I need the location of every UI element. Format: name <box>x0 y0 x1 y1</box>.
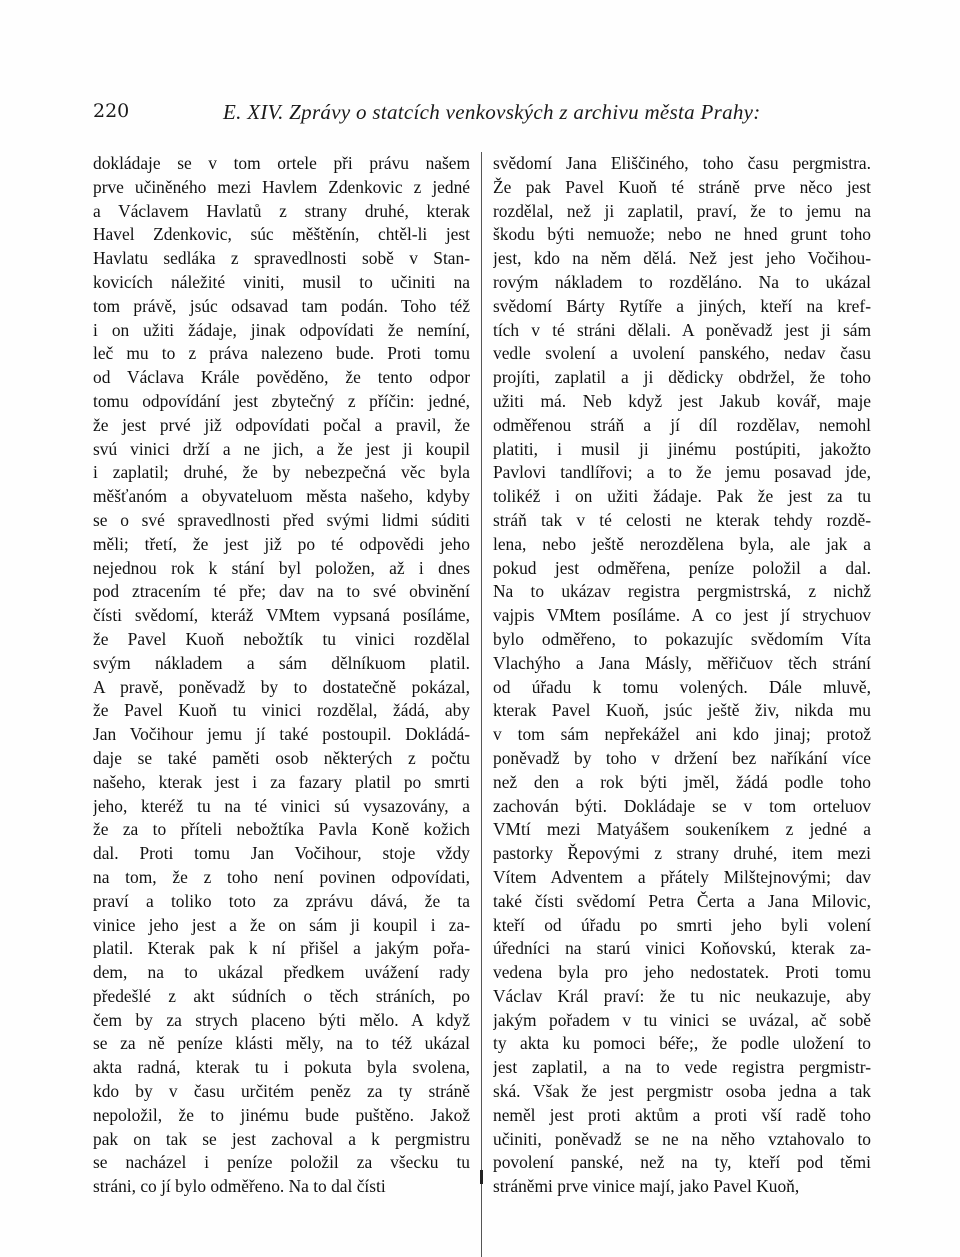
text-line: i on užiti žádaje, jinak odpovídati že nemíní, <box>93 319 470 340</box>
text-line: Že pak Pavel Kuoň té stráně prve něco jest <box>493 176 871 197</box>
text-line: kterak Pavel Kuoň, jsúc ještě živ, nikda mu <box>493 700 871 721</box>
text-line: povolení panské, než na ty, kteří pod těmi <box>493 1152 871 1173</box>
text-line: měli; třetí, že jest již po té odpovědi jeho <box>93 533 470 554</box>
text-line: svědomí Jana Eliščiného, toho času pergmistra. <box>493 153 871 173</box>
text-line: měšťanóm a obyvateluom města našeho, kdyby <box>93 486 470 507</box>
text-line: stráň tak v té celosti ne kterak tehdy rozdě- <box>493 509 871 530</box>
text-line: projíti, zaplatil a ji dědicky obdržel, že toho <box>493 367 871 388</box>
text-line: vinice jeho jest a že on sám ji koupil i za- <box>93 914 470 935</box>
text-line: že za to příteli nebožtíka Pavla Koně kožich <box>93 819 470 840</box>
text-line: daje se také paměti osob některých z počtu <box>93 747 470 768</box>
text-line: akta radná, kterak tu i pokuta byla svolena, <box>93 1057 470 1078</box>
column-divider <box>481 152 482 1257</box>
text-line: jeho, kteréž tu na té vinici sú vysazovány, a <box>93 795 470 816</box>
text-line: prve učiněného mezi Havlem Zdenkovic z jedné <box>93 176 470 197</box>
text-line: Vlachýho a Jana Másly, měřičuov těch strání <box>493 652 871 673</box>
text-line: zachován býti. Dokládaje se v tom orteluov <box>493 795 871 816</box>
text-line: a Václavem Havlatů z strany druhé, kterak <box>93 200 470 221</box>
text-line: svú vinici drží a ne jich, a že jest ji koupil <box>93 438 470 459</box>
text-line: ská. Však že jest pergmistr osoba jedna a tak <box>493 1081 871 1102</box>
text-line: se nacházel i peníze položil za všecku tu <box>93 1152 470 1173</box>
text-line: Jan Vočihour jemu jí také postoupil. Dokládá- <box>93 724 470 745</box>
text-line: nepoložil, že to jinému bude puštěno. Jakož <box>93 1104 470 1125</box>
text-line: Havlatu sedláka z spravedlnosti sobě v Stan- <box>93 248 470 269</box>
right-text-column <box>493 152 871 1199</box>
text-line: leč mu to z práva nalezeno bude. Proti tomu <box>93 343 470 364</box>
text-line: odměřenou stráň a jí díl rozdělav, nemohl <box>493 414 871 435</box>
text-line: úředníci na starú vinici Koňovskú, kterak za- <box>493 938 871 959</box>
text-line: stráni, co jí bylo odměřeno. Na to dal čísti <box>93 1176 386 1197</box>
text-line: jest zaplatil, a na to vede registra pergmistr- <box>493 1057 871 1078</box>
text-line: pod ztracením té pře; dav na to své obvinění <box>93 581 470 602</box>
text-line: od Václava Krále pověděno, že tento odpor <box>93 367 470 388</box>
text-line: pastorky Řepovými z strany druhé, item mezi <box>493 843 871 864</box>
text-line: rovým nákladem to rozděláno. Na to ukázal <box>493 271 871 292</box>
text-line: svědomí Bárty Rytíře a jiných, kteří na kref- <box>493 295 871 316</box>
text-line: poněvadž by toho v držení bez naříkání více <box>493 747 871 768</box>
text-line: od úřadu k tomu volených. Dále mluvě, <box>493 676 871 697</box>
column-divider-mark <box>480 1170 483 1184</box>
text-line: škodu býti nemuože; nebo ne hned grunt toho <box>493 224 871 245</box>
text-line: dal. Proti tomu Jan Vočihour, stoje vždy <box>93 843 470 864</box>
text-line: jest, kdo na něm dělá. Než jest jeho Vočihou- <box>493 248 871 269</box>
text-line: učiniti, poněvadž se ne na něho vztahovalo to <box>493 1128 871 1149</box>
text-line: lena, nebo ještě nerozdělena byla, ale jak a <box>493 533 871 554</box>
text-line: vedena byla pro jeho nedostatek. Proti tomu <box>493 962 871 983</box>
page-number: 220 <box>93 100 130 122</box>
text-line: na tom, že z toho není povinen odpovídati, <box>93 866 470 887</box>
text-line: také čísti svědomí Petra Čerta a Jana Milovic, <box>493 890 871 911</box>
text-line: Vítem Adventem a přátely Milštejnovými; dav <box>493 866 871 887</box>
text-line: rozdělal, než ji zaplatil, praví, že to jemu na <box>493 200 871 221</box>
text-line: našeho, kterak jest i za fazary platil po smrti <box>93 771 470 792</box>
text-line: kdo by v času určitém peněz za ty stráně <box>93 1081 470 1102</box>
text-line: svým nákladem a sám dělníkuom platil. <box>93 652 470 673</box>
text-line: ty akta ku pomoci béře;, že podle uložení to <box>493 1033 871 1054</box>
text-line: pak on tak se jest zachoval a k pergmistru <box>93 1128 470 1149</box>
text-line: čísti svědomí, kteráž VMtem vypsaná posíláme, <box>93 605 470 626</box>
text-line: nejednou rok k stání byl položen, až i dnes <box>93 557 470 578</box>
text-line: se o své spravedlnosti před svými lidmi súditi <box>93 509 470 530</box>
text-line: pokud jest odměřena, peníze položil a dal. <box>493 557 871 578</box>
text-line: dem, na to ukázal předkem uvážení rady <box>93 962 470 983</box>
left-text-column <box>93 152 470 1199</box>
text-line: užiti má. Neb když jest Jakub kovář, maje <box>493 390 871 411</box>
text-line: platiti, i musil ji jinému postúpiti, jakožto <box>493 438 871 459</box>
text-line: v tom sám nepřekážel ani kdo jinaj; protož <box>493 724 871 745</box>
text-line: Na to ukázav registra pergmistrská, z nichž <box>493 581 871 602</box>
text-line: že Pavel Kuoň tu vinici rozdělal, žádá, aby <box>93 700 470 721</box>
text-line: Havel Zdenkovic, súc měštěnín, chtěl-li jest <box>93 224 470 245</box>
text-line: stráněmi prve vinice mají, jako Pavel Kuoň, <box>493 1176 800 1197</box>
text-line: čem by za strych placeno býti mělo. A když <box>93 1009 470 1030</box>
text-line: platil. Kterak pak k ní přišel a jakým pořa- <box>93 938 470 959</box>
text-line: že Pavel Kuoň nebožtík tu vinici rozdělal <box>93 628 470 649</box>
text-line: i zaplatil; druhé, že by nebezpečná věc byla <box>93 462 470 483</box>
page-header <box>0 100 960 130</box>
text-line: A pravě, poněvadž by to dostatečně pokázal, <box>93 676 470 697</box>
text-line: dokládaje se v tom ortele při právu našem <box>93 153 470 173</box>
text-line: vajpis VMtem posíláme. A co jest jí strychuov <box>493 605 871 626</box>
text-line: Pavlovi tandlířovi; a to že jemu posavad jde, <box>493 462 871 483</box>
text-line: kteří od úřadu po smrti jeho byli volení <box>493 914 871 935</box>
text-line: Václav Král praví: že tu nic neukazuje, aby <box>493 985 871 1006</box>
text-line: kovicích náležité viniti, musil to učiniti na <box>93 271 470 292</box>
text-line: tolikéž i on užiti žádaje. Pak že jest za tu <box>493 486 871 507</box>
text-line: předešlé z akt súdních o těch stráních, po <box>93 985 470 1006</box>
text-line: jakým pořadem v tu vinici se uvázal, ač sobě <box>493 1009 871 1030</box>
text-line: neměl jest proti aktům a proti vší radě toho <box>493 1104 871 1125</box>
running-head: E. XIV. Zprávy o statcích venkovských z archivu města Prahy: <box>223 100 761 124</box>
text-line: než den a rok býti jměl, žádá podle toho <box>493 771 871 792</box>
text-line: vedle svolení a uvolení panského, nedav času <box>493 343 871 364</box>
text-line: tom právě, jsúc odsavad tam podán. Toho též <box>93 295 470 316</box>
text-line: bylo odměřeno, to pokazujíc svědomím Víta <box>493 628 871 649</box>
text-line: tomu odpovídání jest zbytečný z příčin: jedné, <box>93 390 470 411</box>
text-line: se za ně peníze klásti měly, na to též ukázal <box>93 1033 470 1054</box>
text-line: VMtí mezi Matyášem soukeníkem z jedné a <box>493 819 871 840</box>
text-line: tích v té stráni dělali. A poněvadž jest ji sám <box>493 319 871 340</box>
text-line: že jest prvé již odpovídati počal a pravil, že <box>93 414 470 435</box>
text-line: praví a toliko toto za zprávu dává, že ta <box>93 890 470 911</box>
